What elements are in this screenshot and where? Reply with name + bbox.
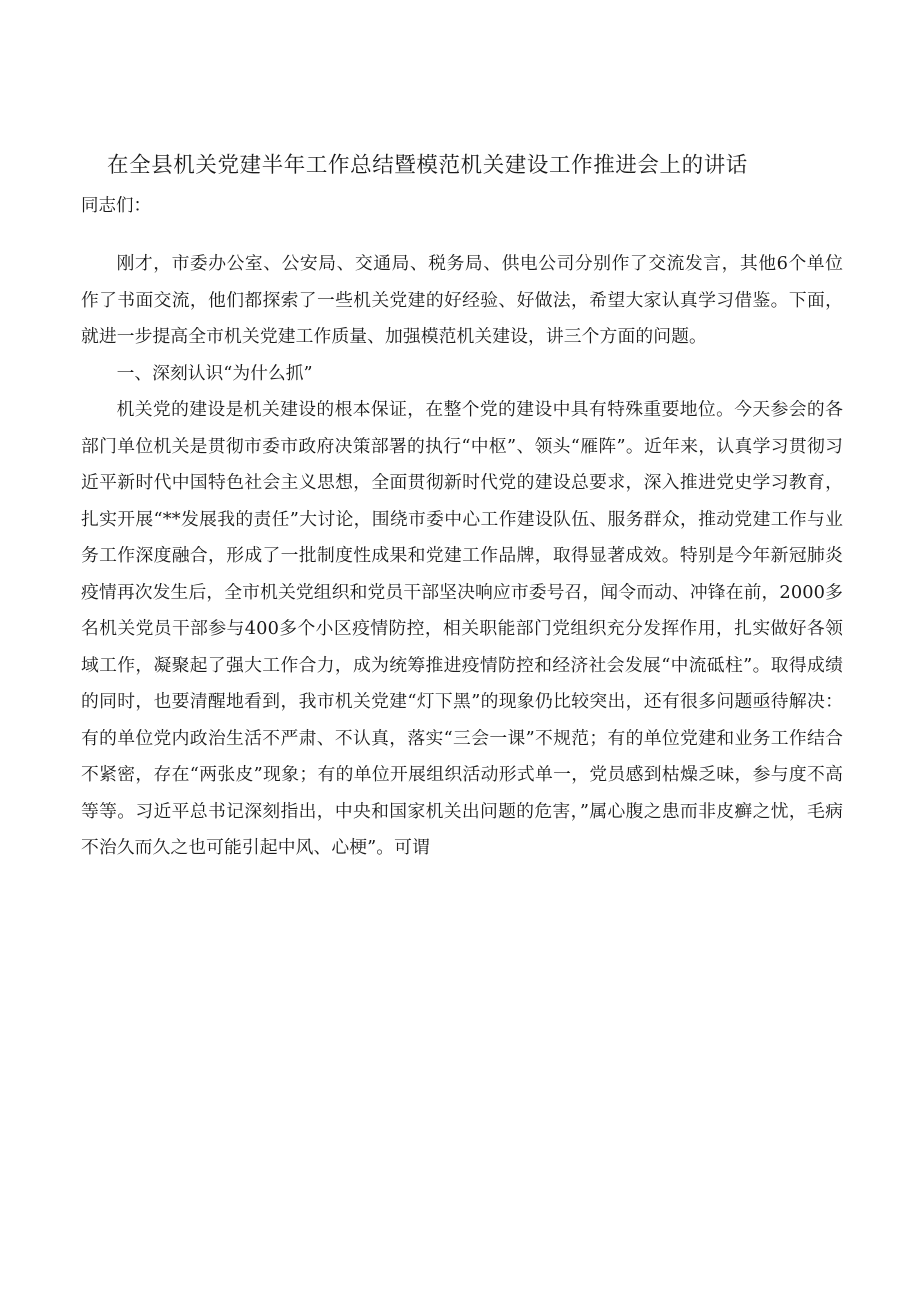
section-heading: 一、深刻认识“为什么抓” (116, 362, 313, 384)
section-paragraph: 机关党的建设是机关建设的根本保证，在整个党的建设中具有特殊重要地位。今天参会的各部门单位机关是贯彻市委市政府决策部署的执行“中枢”、领头“雁阵”。近年来，认真学习贯彻习近平新时代中国特色社会主义思想，全面贯彻新时代党的建设总要求，深入推进党史学习教育，扎实开展“**发展我的责任”大讨论，围绕市委中心工作建设队伍、服务群众，推动党建工作与业务工作深度融合，形成了一批制度性成果和党建工作品牌，取得显著成效。特别是今年新冠肺炎疫情再次发生后，全市机关党组织和党员干部坚决响应市委号召，闻令而动、冲锋在前，2000多名机关党员干部参与400多个小区疫情防控，相关职能部门党组织充分发挥作用，扎实做好各领域工作，凝聚起了强大工作合力，成为统筹推进疫情防控和经济社会发展“中流砥柱”。取得成绩的同时，也要清醒地看到，我市机关党建“灯下黑”的现象仍比较突出，还有很多问题亟待解决：有的单位党内政治生活不严肃、不认真，落实“三会一课”不规范；有的单位党建和业务工作结合不紧密，存在“两张皮”现象；有的单位开展组织活动形式单一，党员感到枯燥乏味，参与度不高等等。习近平总书记深刻指出，中央和国家机关出问题的危害，”属心腹之患而非皮癣之忧，毛病不治久而久之也可能引起中风、心梗”。可谓 (81, 399, 843, 858)
intro-paragraph: 刚才，市委办公室、公安局、交通局、税务局、供电公司分别作了交流发言，其他6个单位作了书面交流，他们都探索了一些机关党建的好经验、好做法，希望大家认真学习借鉴。下面，就进一步提高全市机关党建工作质量、加强模范机关建设，讲三个方面的问题。 (81, 253, 843, 347)
document-page (81, 146, 843, 867)
document-title: 在全县机关党建半年工作总结暨模范机关建设工作推进会上的讲话 (107, 153, 748, 178)
salutation: 同志们： (81, 196, 151, 216)
